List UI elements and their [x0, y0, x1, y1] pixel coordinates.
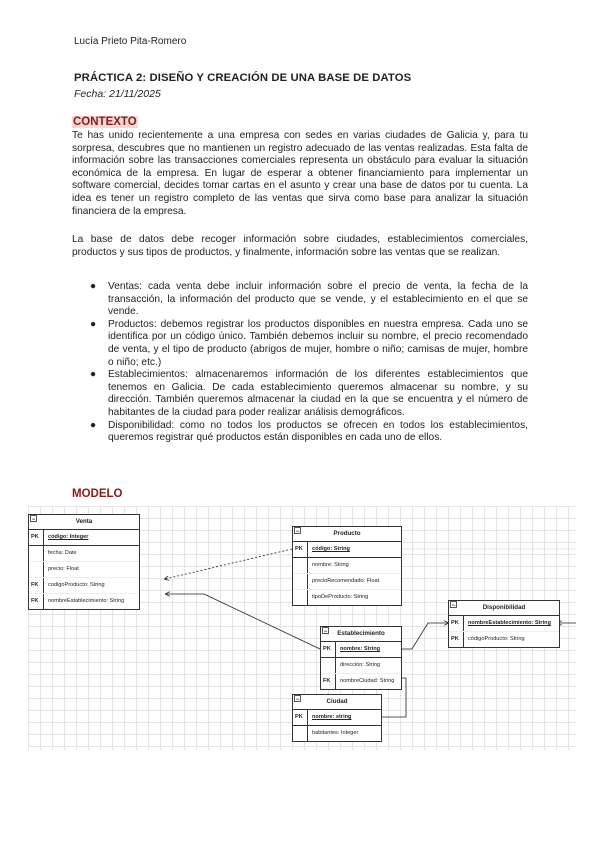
collapse-icon[interactable]: −: [295, 529, 300, 535]
author-name: Lucía Prieto Pita-Romero: [74, 36, 187, 47]
field-name: tipoDeProducto: String: [307, 590, 401, 605]
table-row: [293, 574, 401, 590]
key-label: PK: [31, 534, 39, 540]
modelo-heading: MODELO: [72, 488, 123, 500]
collapse-icon[interactable]: −: [323, 629, 328, 635]
key-label: PK: [295, 546, 303, 552]
key-label: PK: [451, 620, 459, 626]
bullet-text-establecimientos: Establecimientos: almacenaremos información de los diferentes establecimientos que tenemos en Galicia. De cada establecimiento queremos almacenar su nombre, y su dirección. También queremos almacenar la ciudad en la que se encuentra y el número de habitantes de la ciudad para poder realizar análisis demográficos.: [108, 369, 528, 418]
requirements-list: [90, 281, 528, 445]
table-row: [29, 530, 139, 546]
bullet-text-ventas: Ventas: cada venta debe incluir información sobre el precio de venta, la fecha de la transacción, la información del producto que se vende, y el establecimiento en el que se vende.: [108, 281, 528, 318]
key-label: [29, 546, 43, 561]
key-label: [293, 590, 307, 605]
collapse-icon[interactable]: −: [31, 517, 36, 523]
document-date: Fecha: 21/11/2025: [74, 88, 161, 100]
entity-title: Venta: [75, 518, 93, 525]
field-name: dirección: String: [335, 658, 401, 673]
entity-title: Producto: [333, 530, 361, 537]
key-label: [293, 726, 307, 741]
entity-title: Establecimiento: [337, 630, 385, 637]
bullet-text-disponibilidad: Disponibilidad: como no todos los productos se ofrecen en todos los establecimientos, queremos registrar qué productos están disponibles en cada uno de ellos.: [108, 419, 528, 444]
key-label: [293, 574, 307, 589]
entity-ciudad[interactable]: [292, 694, 382, 742]
document-title: PRÁCTICA 2: DISEÑO Y CREACIÓN DE UNA BASE DE DATOS: [74, 72, 412, 84]
entity-header: [293, 527, 401, 542]
list-item: [90, 369, 528, 419]
table-row: [29, 594, 139, 609]
key-label: [321, 658, 335, 673]
table-row: [321, 642, 401, 658]
bullet-icon: ●: [90, 369, 97, 381]
collapse-icon[interactable]: −: [451, 603, 456, 609]
field-name: fecha: Date: [43, 546, 139, 561]
field-name: código: Integer: [43, 530, 139, 545]
field-name: nombreEstablecimiento: String: [43, 594, 139, 609]
field-name: nombre: String: [335, 642, 401, 657]
field-name: nombre: String: [307, 558, 401, 573]
key-label: PK: [451, 636, 459, 642]
table-row: [449, 632, 559, 647]
entity-disponibilidad[interactable]: [448, 600, 560, 648]
bullet-icon: ●: [90, 281, 97, 292]
table-row: [293, 542, 401, 558]
contexto-paragraph-2: La base de datos debe recoger información sobre ciudades, establecimientos comerciales, productos y sus tipos de productos, y finalmente, información sobre las ventas que se realizan.: [72, 234, 528, 258]
entity-header: [293, 695, 381, 710]
entity-title: Disponibilidad: [482, 604, 526, 611]
contexto-paragraph-1: Te has unido recientemente a una empresa con sedes en varias ciudades de Galicia y, para tu sorpresa, descubres que no mantienen un registro adecuado de las ventas realizadas. Esta falta de información sobre las transacciones comerciales representa un obstáculo para evaluar la situación económica de la empresa. En lugar de esperar a obtener financiamiento para implementar un software comercial, decides tomar cartas en el asunto y crear una base de datos por tu cuenta. La idea es tener un registro completo de las ventas que sirva como base para analizar la situación financiera de la empresa.: [72, 130, 528, 217]
table-row: [29, 546, 139, 562]
table-row: [321, 674, 401, 689]
field-name: habitantes: Integer: [307, 726, 381, 741]
key-label: FK: [31, 582, 39, 588]
entity-header: [321, 627, 401, 642]
list-item: [90, 281, 528, 319]
key-label: FK: [323, 678, 331, 684]
entity-header: [29, 515, 139, 530]
list-item: [90, 319, 528, 369]
list-item: [90, 420, 528, 445]
entity-header: [449, 601, 559, 616]
field-name: códigoProducto: String: [463, 632, 559, 647]
link-establecimiento-disponibilidad: [400, 623, 448, 649]
entity-producto[interactable]: [292, 526, 402, 606]
field-name: codigoProducto: String: [43, 578, 139, 593]
bullet-icon: ●: [90, 419, 97, 431]
table-row: [321, 658, 401, 674]
table-row: [293, 590, 401, 605]
field-name: nombreEstablecimiento: String: [463, 616, 559, 631]
field-name: precioRecomendado: Float: [307, 574, 401, 589]
key-label: PK: [295, 714, 303, 720]
key-label: FK: [31, 598, 39, 604]
link-producto-venta: [165, 549, 292, 579]
table-row: [293, 726, 381, 741]
key-label: [293, 558, 307, 573]
bullet-text-productos: Productos: debemos registrar los productos disponibles en nuestra empresa. Cada uno se identifica por un código único. También debemos incluir su nombre, el precio recomendado de venta, y el tipo de producto (abrigos de mujer, hombre o niño; camisas de mujer, hombre o niño; etc.): [108, 318, 528, 368]
table-row: [449, 616, 559, 632]
field-name: código: String: [307, 542, 401, 557]
contexto-heading: CONTEXTO: [73, 116, 137, 128]
collapse-icon[interactable]: −: [295, 697, 300, 703]
entity-title: Ciudad: [326, 698, 348, 705]
key-label: [29, 562, 43, 577]
table-row: [293, 558, 401, 574]
table-row: [293, 710, 381, 726]
entity-establecimiento[interactable]: [320, 626, 402, 690]
table-row: [29, 578, 139, 594]
field-name: nombre: string: [307, 710, 381, 725]
entity-venta[interactable]: [28, 514, 140, 610]
table-row: [29, 562, 139, 578]
key-label: PK: [323, 646, 331, 652]
field-name: nombreCiudad: String: [335, 674, 401, 689]
field-name: precio: Float: [43, 562, 139, 577]
bullet-icon: ●: [90, 318, 97, 330]
er-diagram: [28, 506, 576, 750]
